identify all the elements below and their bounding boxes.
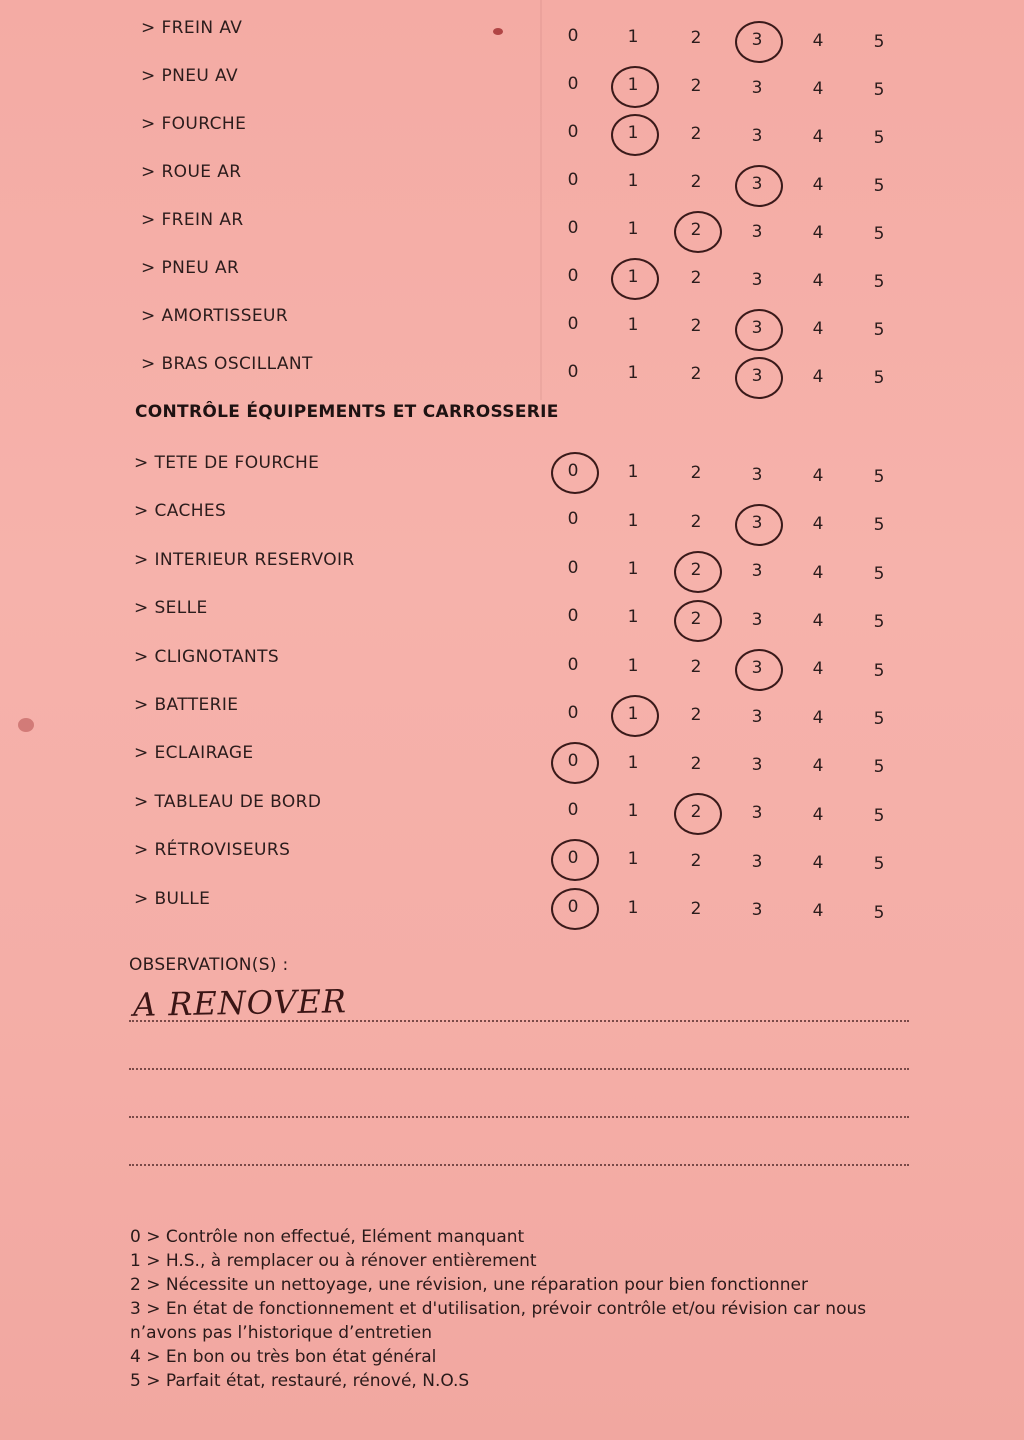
score-option: 4 bbox=[812, 901, 824, 922]
score-option: 5 bbox=[873, 176, 885, 196]
score-option: 5 bbox=[873, 368, 885, 388]
legend-item-1: 1 > H.S., à remplacer ou à rénover entièrement bbox=[130, 1251, 537, 1271]
row-label: > RÉTROVISEURS bbox=[134, 840, 291, 861]
score-option: 5 bbox=[873, 805, 885, 826]
score-option: 5 bbox=[873, 854, 885, 875]
rating-row bbox=[0, 108, 1024, 156]
score-option: 1 bbox=[627, 27, 639, 48]
score-option: 5 bbox=[873, 660, 885, 681]
score-option: 1 bbox=[627, 123, 639, 144]
score-option: 4 bbox=[812, 610, 824, 631]
score-option: 4 bbox=[812, 318, 824, 339]
rating-row bbox=[0, 447, 1024, 495]
score-option: 4 bbox=[812, 222, 824, 243]
score-option: 3 bbox=[751, 851, 763, 872]
rating-row bbox=[0, 495, 1024, 543]
score-option: 1 bbox=[627, 558, 639, 579]
score-option: 2 bbox=[690, 28, 702, 49]
score-option: 5 bbox=[873, 563, 885, 584]
score-option: 0 bbox=[567, 218, 579, 238]
legend-item-2: 2 > Nécessite un nettoyage, une révision, une réparation pour bien fonctionner bbox=[130, 1275, 808, 1295]
score-option: 3 bbox=[751, 658, 763, 679]
row-label: > AMORTISSEUR bbox=[141, 306, 289, 326]
score-option: 0 bbox=[567, 362, 579, 382]
score-option: 4 bbox=[812, 562, 824, 583]
score-option: 4 bbox=[812, 659, 824, 680]
score-option: 0 bbox=[567, 751, 579, 772]
handwritten-observation: A RENOVER bbox=[132, 982, 348, 1024]
row-label: > BULLE bbox=[134, 888, 211, 909]
row-label: > PNEU AV bbox=[141, 66, 238, 86]
score-option: 4 bbox=[812, 756, 824, 777]
section-title: CONTRÔLE ÉQUIPEMENTS ET CARROSSERIE bbox=[135, 402, 559, 422]
score-option: 3 bbox=[751, 900, 763, 921]
score-option: 4 bbox=[812, 707, 824, 728]
score-option: 5 bbox=[873, 224, 885, 244]
score-option: 3 bbox=[751, 221, 763, 242]
row-label: > BATTERIE bbox=[134, 695, 239, 715]
score-option: 0 bbox=[567, 509, 579, 530]
rating-row bbox=[0, 12, 1024, 60]
score-option: 1 bbox=[627, 752, 639, 773]
score-option: 5 bbox=[873, 612, 885, 633]
score-option: 2 bbox=[690, 124, 702, 145]
score-option: 3 bbox=[751, 365, 763, 386]
score-option: 1 bbox=[627, 607, 639, 628]
score-option: 2 bbox=[690, 76, 702, 97]
score-option: 1 bbox=[627, 363, 639, 384]
row-label: > TABLEAU DE BORD bbox=[134, 791, 322, 812]
score-option: 5 bbox=[873, 80, 885, 100]
score-option: 5 bbox=[873, 320, 885, 340]
legend-item-5: 5 > Parfait état, restauré, rénové, N.O.S bbox=[130, 1371, 470, 1391]
score-option: 4 bbox=[812, 270, 824, 291]
dotted-line bbox=[129, 1020, 909, 1022]
score-option: 1 bbox=[627, 655, 639, 676]
row-label: > ROUE AR bbox=[141, 162, 242, 182]
rating-row bbox=[0, 60, 1024, 108]
score-option: 4 bbox=[812, 804, 824, 825]
legend-item-0: 0 > Contrôle non effectué, Elément manquant bbox=[130, 1227, 525, 1247]
score-option: 3 bbox=[751, 269, 763, 290]
score-option: 1 bbox=[627, 704, 639, 725]
score-option: 3 bbox=[751, 561, 763, 582]
score-option: 5 bbox=[873, 515, 885, 536]
rating-row bbox=[0, 252, 1024, 300]
score-option: 4 bbox=[812, 366, 824, 387]
score-option: 3 bbox=[751, 803, 763, 824]
score-option: 0 bbox=[567, 74, 579, 94]
score-option: 1 bbox=[627, 315, 639, 336]
score-option: 0 bbox=[567, 654, 579, 675]
score-option: 3 bbox=[751, 77, 763, 98]
rating-row bbox=[0, 348, 1024, 396]
score-option: 2 bbox=[690, 268, 702, 289]
row-label: > SELLE bbox=[134, 598, 208, 619]
score-option: 0 bbox=[567, 606, 579, 627]
score-option: 3 bbox=[751, 29, 763, 50]
score-option: 3 bbox=[751, 706, 763, 727]
score-option: 3 bbox=[751, 609, 763, 630]
score-option: 1 bbox=[627, 75, 639, 96]
score-option: 0 bbox=[567, 26, 579, 46]
score-option: 0 bbox=[567, 896, 579, 917]
dotted-line bbox=[129, 1164, 909, 1166]
score-option: 3 bbox=[751, 317, 763, 338]
score-option: 2 bbox=[690, 560, 702, 581]
score-option: 0 bbox=[567, 461, 579, 481]
row-label: > FREIN AV bbox=[141, 18, 243, 38]
score-option: 1 bbox=[627, 510, 639, 531]
score-option: 5 bbox=[873, 709, 885, 729]
dotted-line bbox=[129, 1116, 909, 1118]
score-option: 4 bbox=[812, 174, 824, 195]
score-option: 4 bbox=[812, 465, 824, 486]
score-option: 2 bbox=[690, 316, 702, 337]
score-option: 2 bbox=[690, 753, 702, 774]
legend-item-3: 3 > En état de fonctionnement et d'utilisation, prévoir contrôle et/ou révision car nous n’avons pas l’historique d’entretien bbox=[130, 1299, 867, 1343]
row-label: > PNEU AR bbox=[141, 258, 240, 278]
row-label: > TETE DE FOURCHE bbox=[134, 453, 320, 473]
score-option: 2 bbox=[690, 364, 702, 385]
score-option: 2 bbox=[690, 656, 702, 677]
score-option: 0 bbox=[567, 703, 579, 723]
row-label: > CLIGNOTANTS bbox=[134, 646, 280, 667]
score-option: 5 bbox=[873, 467, 885, 487]
score-option: 2 bbox=[690, 898, 702, 919]
rating-row bbox=[0, 156, 1024, 204]
score-option: 4 bbox=[812, 852, 824, 873]
score-option: 2 bbox=[690, 705, 702, 726]
score-option: 2 bbox=[690, 608, 702, 629]
score-option: 3 bbox=[751, 512, 763, 533]
rating-row bbox=[0, 689, 1024, 737]
row-label: > ECLAIRAGE bbox=[134, 743, 254, 764]
score-option: 5 bbox=[873, 128, 885, 148]
score-option: 5 bbox=[873, 902, 885, 923]
rating-row bbox=[0, 592, 1024, 640]
legend bbox=[130, 1225, 910, 1393]
rating-row bbox=[0, 300, 1024, 348]
score-option: 2 bbox=[690, 220, 702, 241]
score-option: 2 bbox=[690, 172, 702, 193]
row-label: > CACHES bbox=[134, 501, 227, 522]
score-option: 1 bbox=[627, 219, 639, 240]
rating-row bbox=[0, 786, 1024, 834]
score-option: 2 bbox=[690, 802, 702, 823]
row-label: > INTERIEUR RESERVOIR bbox=[134, 549, 355, 570]
score-option: 3 bbox=[751, 125, 763, 146]
score-option: 4 bbox=[812, 514, 824, 535]
score-option: 5 bbox=[873, 272, 885, 292]
row-label: > FREIN AR bbox=[141, 210, 244, 230]
score-option: 3 bbox=[751, 754, 763, 775]
score-option: 1 bbox=[627, 800, 639, 821]
score-option: 3 bbox=[751, 173, 763, 194]
score-option: 3 bbox=[751, 464, 763, 485]
rating-row bbox=[0, 883, 1024, 931]
score-option: 0 bbox=[567, 557, 579, 578]
score-option: 0 bbox=[567, 266, 579, 286]
score-option: 1 bbox=[627, 267, 639, 288]
score-option: 1 bbox=[627, 897, 639, 918]
score-option: 5 bbox=[873, 757, 885, 778]
score-option: 0 bbox=[567, 122, 579, 142]
score-option: 4 bbox=[812, 78, 824, 99]
observations-label: OBSERVATION(S) : bbox=[129, 955, 289, 975]
rating-row bbox=[0, 737, 1024, 785]
score-option: 2 bbox=[690, 850, 702, 871]
rating-row bbox=[0, 204, 1024, 252]
rating-row bbox=[0, 641, 1024, 689]
score-option: 1 bbox=[627, 171, 639, 192]
score-option: 4 bbox=[812, 126, 824, 147]
score-option: 2 bbox=[690, 511, 702, 532]
rating-row bbox=[0, 544, 1024, 592]
score-option: 4 bbox=[812, 30, 824, 51]
score-option: 0 bbox=[567, 848, 579, 869]
legend-item-4: 4 > En bon ou très bon état général bbox=[130, 1347, 437, 1367]
score-option: 5 bbox=[873, 32, 885, 52]
score-option: 0 bbox=[567, 170, 579, 190]
score-option: 1 bbox=[627, 462, 639, 483]
row-label: > BRAS OSCILLANT bbox=[141, 354, 313, 374]
score-option: 0 bbox=[567, 799, 579, 820]
score-option: 1 bbox=[627, 849, 639, 870]
score-option: 0 bbox=[567, 314, 579, 334]
dotted-line bbox=[129, 1068, 909, 1070]
rating-row bbox=[0, 834, 1024, 882]
score-option: 2 bbox=[690, 463, 702, 484]
row-label: > FOURCHE bbox=[141, 114, 247, 134]
